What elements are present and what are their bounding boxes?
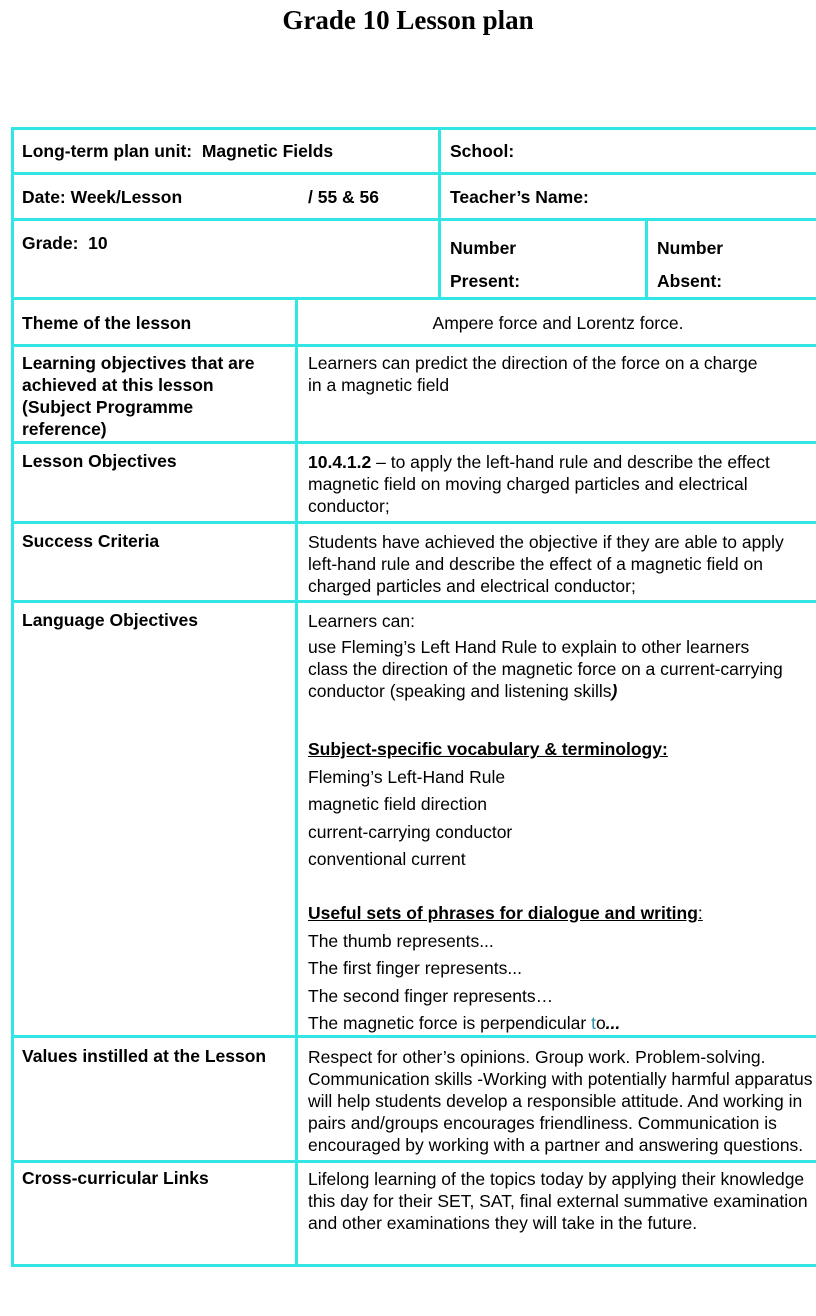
table-line	[11, 1160, 816, 1163]
theme-label: Theme of the lesson	[22, 313, 192, 333]
phrases-colon: :	[697, 903, 703, 923]
values-text	[308, 1046, 812, 1156]
vocabulary-block	[308, 736, 668, 874]
phrase-item: The second finger represents…	[308, 985, 554, 1006]
number-absent-line2: Absent:	[657, 271, 723, 291]
table-line	[11, 521, 816, 524]
learning-objectives-text	[308, 352, 757, 396]
lesson-objectives-text	[308, 451, 770, 517]
unit-label: Long-term plan unit:	[22, 141, 193, 161]
date-label: Date: Week/Lesson	[22, 187, 183, 207]
page-title: Grade 10 Lesson plan	[282, 5, 534, 35]
label-line: Learning objectives that are	[22, 353, 255, 373]
text-line: Students have achieved the objective if they are able to apply	[308, 532, 784, 552]
number-present-cell	[450, 232, 520, 298]
grade-label: Grade:	[22, 233, 79, 253]
table-line	[438, 127, 441, 300]
text-end: )	[611, 681, 618, 701]
vocabulary-item: Fleming’s Left-Hand Rule	[308, 766, 506, 787]
unit-value: Magnetic Fields	[201, 141, 334, 161]
table-line	[11, 127, 14, 1267]
table-line	[645, 218, 648, 300]
number-present-line1: Number	[450, 238, 517, 258]
table-line	[11, 172, 816, 175]
cross-curricular-label: Cross-curricular Links	[22, 1168, 209, 1188]
text-line: – to apply the left-hand rule and describe the effect	[371, 452, 770, 472]
lesson-objectives-label: Lesson Objectives	[22, 451, 177, 471]
number-absent-line1: Number	[657, 238, 724, 258]
success-criteria-text	[308, 531, 784, 597]
text-line: and other examinations they will take in the future.	[308, 1213, 698, 1233]
text-line: encouraged by working with a partner and answering questions.	[308, 1135, 804, 1155]
table-line	[295, 297, 298, 1267]
number-absent-cell	[657, 232, 723, 298]
cross-curricular-text	[308, 1168, 808, 1234]
text-line: conductor (speaking and listening skills	[308, 681, 612, 701]
text-line: left-hand rule and describe the effect of a magnetic field on	[308, 554, 763, 574]
text-line: this day for their SET, SAT, final external summative examination	[308, 1191, 808, 1211]
unit-cell	[22, 140, 333, 162]
text-line: Learners can predict the direction of the force on a charge	[308, 353, 758, 373]
label-line: achieved at this lesson	[22, 375, 214, 395]
table-line	[11, 1264, 816, 1267]
theme-value: Ampere force and Lorentz force.	[432, 313, 684, 333]
phrases-block	[308, 900, 703, 1038]
phrase-item: The first finger represents...	[308, 958, 522, 978]
text-line: pairs and/groups encourages friendliness. Communication is	[308, 1113, 777, 1133]
values-label: Values instilled at the Lesson	[22, 1046, 267, 1066]
text-line: charged particles and electrical conductor;	[308, 576, 636, 596]
objective-code: 10.4.1.2	[308, 452, 372, 472]
date-value: / 55 & 56	[308, 187, 380, 207]
teacher-label: Teacher’s Name:	[450, 187, 589, 207]
grade-cell	[22, 232, 108, 254]
vocabulary-item: current-carrying conductor	[308, 821, 513, 842]
table-line	[11, 600, 816, 603]
text-line: class the direction of the magnetic force on a current-carrying	[308, 659, 783, 679]
number-present-line2: Present:	[450, 271, 521, 291]
phrase-letter: o	[595, 1013, 606, 1033]
language-objectives-label: Language Objectives	[22, 610, 199, 630]
vocabulary-heading: Subject-specific vocabulary & terminology:	[308, 739, 668, 759]
phrase-dots: ...	[605, 1013, 621, 1033]
table-line	[11, 218, 816, 221]
text-line: Lifelong learning of the topics today by applying their knowledge	[308, 1169, 805, 1189]
text-line: Communication skills -Working with potentially harmful apparatus	[308, 1069, 813, 1089]
phrases-heading: Useful sets of phrases for dialogue and writing	[308, 903, 698, 923]
language-objectives-text	[308, 610, 783, 702]
vocabulary-item: magnetic field direction	[308, 794, 487, 814]
text-line: Respect for other’s opinions. Group work. Problem-solving.	[308, 1047, 766, 1067]
table-line	[11, 344, 816, 347]
school-label: School:	[450, 141, 515, 161]
text-line: will help students develop a responsible attitude. And working in	[308, 1091, 803, 1111]
text-line: conductor;	[308, 496, 390, 516]
label-line: reference)	[22, 419, 107, 439]
label-line: (Subject Programme	[22, 397, 194, 417]
vocabulary-item: conventional current	[308, 849, 466, 869]
learning-objectives-label	[22, 352, 254, 440]
text-line: in a magnetic field	[308, 375, 450, 395]
text-line: use Fleming’s Left Hand Rule to explain to other learners	[308, 637, 750, 657]
phrase-letter: t	[591, 1013, 596, 1033]
text-line: magnetic field on moving charged particles and electrical	[308, 474, 748, 494]
phrase-item: The magnetic force is perpendicular	[308, 1013, 592, 1033]
text-line: Learners can:	[308, 611, 416, 631]
grade-value: 10	[88, 233, 108, 253]
phrase-item: The thumb represents...	[308, 930, 494, 951]
table-line	[11, 127, 816, 130]
success-criteria-label: Success Criteria	[22, 531, 160, 551]
table-line	[11, 441, 816, 444]
